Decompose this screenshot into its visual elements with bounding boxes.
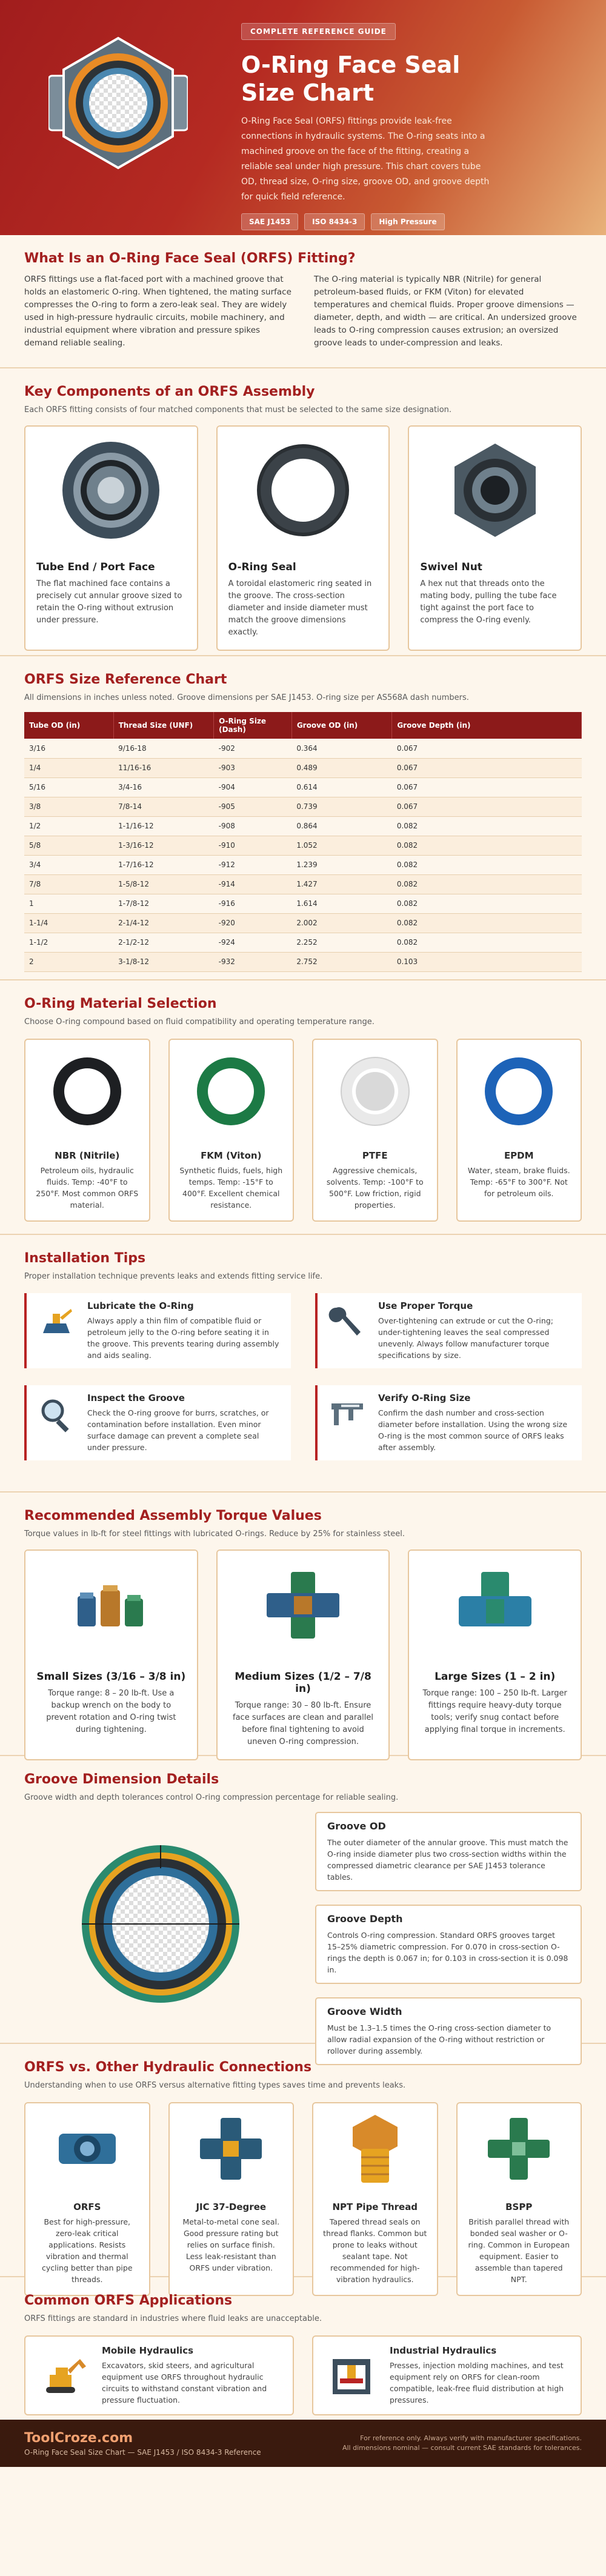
table-cell: 3/4 [24,855,113,874]
table-cell: 1/2 [24,816,113,836]
port-face-image [59,439,162,542]
card-text: Aggressive chemicals, solvents. Temp: -100°F to 500°F. Low friction, rigid properties. [326,1166,424,1210]
section-subtitle: Groove width and depth tolerances control O-ring compression percentage for reliable sealing. [24,1793,399,1802]
card-title: Medium Sizes (1/2 – 7/8 in) [235,1671,371,1695]
table-cell: 2 [24,952,113,971]
torque-card-small [24,1549,198,1760]
table-row [24,758,582,777]
table-cell: 1.427 [291,874,392,894]
groove-depth-box [315,1905,582,1984]
tip-title: Verify O-Ring Size [378,1393,471,1403]
card-text: The flat machined face contains a precisely cut annular groove sized to retain the O-ring without extrusion under pressure. [36,579,182,625]
tip-verify [315,1385,582,1460]
table-row [24,777,582,797]
torque-card-medium [216,1549,390,1760]
box-text: Controls O-ring compression. Standard ORFS grooves target 15–25% diametric compression. For 0.070 in cross-section O-rings the depth is 0.067 in; for 0.103 in cross-section it is 0.098 in. [327,1931,568,1974]
table-cell: -924 [214,933,292,952]
swivel-nut-image [444,439,547,542]
section-size-chart [0,656,606,980]
card-title: Tube End / Port Face [36,561,155,573]
section-subtitle: Proper installation technique prevents leaks and extends fitting service life. [24,1272,323,1281]
section-subtitle: Choose O-ring compound based on fluid compatibility and operating temperature range. [24,1017,375,1027]
table-cell: 3/8 [24,797,113,816]
table-cell: 0.067 [392,797,582,816]
card-title: PTFE [362,1150,388,1161]
table-cell: -908 [214,816,292,836]
card-title: O-Ring Seal [228,561,296,573]
hero-description: O-Ring Face Seal (ORFS) fittings provide leak-free connections in hydraulic systems. The O-ring seats into a machined groove on the face of the fitting, creating a reliable seal under high pressure. This chart covers tube OD, thread size, O-ring size, groove OD, and groove depth for quick field reference. [241,116,490,202]
section-title: Groove Dimension Details [24,1772,219,1787]
card-title: Industrial Hydraulics [390,2345,497,2356]
jic-fitting-icon [198,2115,264,2182]
groove-diagram [70,1833,251,2015]
table-cell: 3/4-16 [113,777,214,797]
orfs-fitting-icon [54,2115,121,2182]
component-card-tube-end [24,425,198,651]
section-components [0,368,606,656]
compare-card-jic [168,2102,295,2296]
section-title: Common ORFS Applications [24,2293,233,2308]
card-text: A hex nut that threads onto the mating body, pulling the tube face tight against the port face to compress the O-ring evenly. [420,579,557,625]
box-title: Groove OD [327,1820,386,1832]
box-title: Groove Width [327,2006,402,2017]
box-title: Groove Depth [327,1913,403,1925]
page-title: O-Ring Face Seal Size Chart [241,52,461,106]
compare-card-npt [312,2102,438,2296]
footer-brand[interactable]: ToolCroze.com [24,2430,133,2446]
table-cell: 0.067 [392,758,582,777]
hero-tag: COMPLETE REFERENCE GUIDE [241,23,396,40]
table-row [24,739,582,758]
table-cell: 0.082 [392,836,582,855]
tip-title: Use Proper Torque [378,1300,473,1311]
section-title: O-Ring Material Selection [24,996,217,1011]
table-cell: 0.082 [392,855,582,874]
card-title: NPT Pipe Thread [332,2202,418,2212]
compare-card-bspp [456,2102,582,2296]
table-row [24,797,582,816]
table-row [24,874,582,894]
table-cell: -912 [214,855,292,874]
section-title: ORFS Size Reference Chart [24,672,227,687]
section-subtitle: Understanding when to use ORFS versus alternative fitting types saves time and prevents leaks. [24,2081,406,2090]
table-cell: 7/8 [24,874,113,894]
table-cell: 1-1/16-12 [113,816,214,836]
tip-title: Inspect the Groove [87,1393,185,1403]
section-subtitle: ORFS fittings are standard in industries where fluid leaks are unacceptable. [24,2314,322,2323]
chip-pressure: High Pressure [371,213,444,230]
card-title: Swivel Nut [420,561,482,573]
section-title: What Is an O-Ring Face Seal (ORFS) Fitting? [24,251,356,266]
material-card [168,1039,295,1222]
card-title: JIC 37-Degree [196,2202,267,2212]
table-row [24,894,582,913]
section-title: Key Components of an ORFS Assembly [24,384,315,399]
table-cell: 1/4 [24,758,113,777]
table-row [24,952,582,971]
tip-title: Lubricate the O-Ring [87,1300,194,1311]
table-cell: -903 [214,758,292,777]
table-row [24,836,582,855]
material-card [24,1039,150,1222]
table-cell: -902 [214,739,292,758]
col-header: O-Ring Size (Dash) [214,712,292,739]
footer [0,2420,606,2467]
table-cell: 1-7/8-12 [113,894,214,913]
card-text: British parallel thread with bonded seal washer or O-ring. Common in European equipment. Easier to assemble than tapered NPT. [468,2217,570,2284]
card-title: Large Sizes (1 – 2 in) [435,1671,556,1683]
groove-width-box [315,1997,582,2065]
torque-card-large [408,1549,582,1760]
table-cell: 7/8-14 [113,797,214,816]
card-text: Excavators, skid steers, and agricultural equipment use ORFS throughout hydraulic circuits to withstand constant vibration and pressure fluctuation. [102,2361,267,2405]
table-cell: 2-1/4-12 [113,913,214,933]
table-cell: 2-1/2-12 [113,933,214,952]
material-card [456,1039,582,1222]
table-cell: 0.082 [392,933,582,952]
section-title: Installation Tips [24,1251,146,1266]
section-title: Recommended Assembly Torque Values [24,1508,322,1523]
card-text: Best for high-pressure, zero-leak critical applications. Resists vibration and thermal cycling better than pipe threads. [41,2217,133,2284]
card-title: NBR (Nitrile) [55,1150,120,1161]
card-text: Presses, injection molding machines, and test equipment rely on ORFS for clean-room compatible, leak-free fluid distribution at high pressures. [390,2361,564,2405]
section-torque [0,1493,606,1756]
chip-iso: ISO 8434-3 [304,213,365,230]
box-text: The outer diameter of the annular groove. This must match the O-ring inside diameter plus two cross-section widths within the compressed diametric clearance per SAE J1453 tolerance tables. [327,1838,568,1882]
table-cell: 1.052 [291,836,392,855]
o-ring-material-icon [339,1055,411,1128]
footer-subtitle: O-Ring Face Seal Size Chart — SAE J1453 / ISO 8434-3 Reference [24,2448,261,2457]
orfs-fitting-illustration [48,33,188,173]
table-cell: 0.082 [392,894,582,913]
table-row [24,855,582,874]
card-title: Small Sizes (3/16 – 3/8 in) [36,1671,186,1683]
table-cell: -920 [214,913,292,933]
section-subtitle: Each ORFS fitting consists of four matched components that must be selected to the same size designation. [24,405,452,414]
table-cell: 1-7/16-12 [113,855,214,874]
section-subtitle: All dimensions in inches unless noted. Groove dimensions per SAE J1453. O-ring size per AS568A dash numbers. [24,693,469,702]
table-cell: 1.614 [291,894,392,913]
tip-text: Check the O-ring groove for burrs, scratches, or contamination before installation. Even minor surface damage can prevent a complete seal under pressure. [87,1408,269,1452]
table-cell: 9/16-18 [113,739,214,758]
table-cell: 0.364 [291,739,392,758]
section-groove [0,1756,606,2055]
card-title: EPDM [504,1150,534,1161]
card-text: Petroleum oils, hydraulic fluids. Temp: -40°F to 250°F. Most common ORFS material. [36,1166,139,1210]
tip-torque [315,1293,582,1368]
tip-inspect [24,1385,291,1460]
small-fittings-icon [72,1572,150,1639]
card-title: BSPP [505,2202,533,2212]
card-title: Mobile Hydraulics [102,2345,194,2356]
section-subtitle: Torque values in lb-ft for steel fittings with lubricated O-rings. Reduce by 25% for stainless steel. [24,1529,405,1539]
large-fitting-icon [456,1569,534,1642]
tip-text: Over-tightening can extrude or cut the O-ring; under-tightening leaves the seal compressed unevenly. Always follow manufacturer torque specifications by size. [378,1316,553,1360]
section-title: ORFS vs. Other Hydraulic Connections [24,2060,312,2075]
table-cell: 5/16 [24,777,113,797]
oil-can-icon [37,1303,76,1342]
table-cell: 0.864 [291,816,392,836]
app-card-mobile [24,2335,294,2415]
o-ring-material-icon [51,1055,124,1128]
table-cell: 2.252 [291,933,392,952]
tip-text: Always apply a thin film of compatible fluid or petroleum jelly to the O-ring before seating it in the groove. This prevents tearing during assembly and aids sealing. [87,1316,279,1360]
table-row [24,816,582,836]
table-row [24,933,582,952]
table-cell: 0.082 [392,913,582,933]
component-card-o-ring [216,425,390,651]
hydraulic-press-icon [325,2354,378,2397]
section-compare [0,2044,606,2284]
size-table [24,712,582,972]
o-ring-image [251,439,355,542]
table-cell: 0.067 [392,739,582,758]
table-cell: -916 [214,894,292,913]
table-cell: 3-1/8-12 [113,952,214,971]
table-cell: 1-1/4 [24,913,113,933]
groove-od-box [315,1812,582,1891]
medium-fitting-icon [264,1569,342,1642]
app-card-industrial [312,2335,582,2415]
table-cell: 0.103 [392,952,582,971]
section-material [0,980,606,1235]
table-cell: 1-1/2 [24,933,113,952]
table-cell: -932 [214,952,292,971]
table-cell: 3/16 [24,739,113,758]
table-cell: 1-5/8-12 [113,874,214,894]
table-cell: 5/8 [24,836,113,855]
table-cell: 0.739 [291,797,392,816]
table-cell: -905 [214,797,292,816]
col-header: Tube OD (in) [24,712,113,739]
card-text: Synthetic fluids, fuels, high temps. Temp: -15°F to 400°F. Excellent chemical resistance. [179,1166,283,1210]
card-text: Torque range: 100 – 250 lb-ft. Larger fittings require heavy-duty torque tools; verify snug contact before applying final torque in increments. [422,1689,567,1734]
table-cell: 0.082 [392,874,582,894]
table-cell: 0.489 [291,758,392,777]
excavator-icon [38,2354,90,2397]
wrench-icon [328,1303,367,1342]
o-ring-material-icon [195,1055,267,1128]
col-header: Groove OD (in) [291,712,392,739]
what-paragraph-2: The O-ring material is typically NBR (Nitrile) for general petroleum-based fluids, or FKM (Viton) for elevated temperatures and chemical fluids. Proper groove dimensions — diameter, depth, and width — are critical. An undersized groove leads to O-ring compression causes extrusion; an oversized groove leads to under-compression and leaks. [314,275,577,348]
card-text: Water, steam, brake fluids. Temp: -65°F to 300°F. Not for petroleum oils. [467,1166,570,1198]
bspp-fitting-icon [485,2115,552,2182]
magnifier-icon [37,1395,76,1434]
caliper-icon [328,1395,367,1434]
box-text: Must be 1.3–1.5 times the O-ring cross-section diameter to allow radial expansion of the O-ring without restriction or rollover during assembly. [327,2023,551,2055]
table-cell: 1-3/16-12 [113,836,214,855]
table-cell: -904 [214,777,292,797]
npt-fitting-icon [342,2112,408,2185]
table-cell: -914 [214,874,292,894]
table-cell: 0.082 [392,816,582,836]
hero-banner [0,0,606,235]
table-cell: 2.002 [291,913,392,933]
card-text: Metal-to-metal cone seal. Good pressure rating but relies on surface finish. Less leak-resistant than ORFS under vibration. [182,2217,280,2272]
material-card [312,1039,438,1222]
table-cell: 11/16-16 [113,758,214,777]
what-paragraph-1: ORFS fittings use a flat-faced port with a machined groove that holds an elastomeric O-ring. When tightened, the mating surface compresses the O-ring to form a zero-leak seal. They are widely used in high-pressure hydraulic circuits, mobile machinery, and industrial equipment where vibration and pressure spikes demand reliable sealing. [24,275,291,348]
footer-disclaimer-1: For reference only. Always verify with manufacturer specifications. [360,2434,582,2442]
col-header: Thread Size (UNF) [113,712,214,739]
card-text: Tapered thread seals on thread flanks. Common but prone to leaks without sealant tape. Not recommended for high-vibration hydraulics. [323,2217,427,2284]
tip-lubricate [24,1293,291,1368]
section-applications [0,2277,606,2420]
card-title: ORFS [73,2202,101,2212]
table-cell: 2.752 [291,952,392,971]
footer-disclaimer-2: All dimensions nominal — consult current SAE standards for tolerances. [342,2444,582,2452]
o-ring-material-icon [482,1055,555,1128]
component-card-swivel-nut [408,425,582,651]
section-what-is [0,235,606,368]
col-header: Groove Depth (in) [392,712,582,739]
table-cell: 1 [24,894,113,913]
card-text: A toroidal elastomeric ring seated in the groove. The cross-section diameter and inside diameter must match the groove dimensions exactly. [228,579,372,637]
table-cell: 1.239 [291,855,392,874]
compare-card-orfs [24,2102,150,2296]
chip-sae: SAE J1453 [241,213,298,230]
card-title: FKM (Viton) [201,1150,262,1161]
section-installation-tips [0,1235,606,1493]
card-text: Torque range: 8 – 20 lb-ft. Use a backup wrench on the body to prevent rotation and O-ring twist during tightening. [46,1689,176,1734]
table-cell: 0.067 [392,777,582,797]
tip-text: Confirm the dash number and cross-section diameter before installation. Using the wrong size O-ring is the most common source of ORFS leaks after assembly. [378,1408,568,1452]
table-cell: -910 [214,836,292,855]
card-text: Torque range: 30 – 80 lb-ft. Ensure face surfaces are clean and parallel before final tightening to avoid uneven O-ring compression. [233,1701,373,1746]
table-row [24,913,582,933]
table-cell: 0.614 [291,777,392,797]
